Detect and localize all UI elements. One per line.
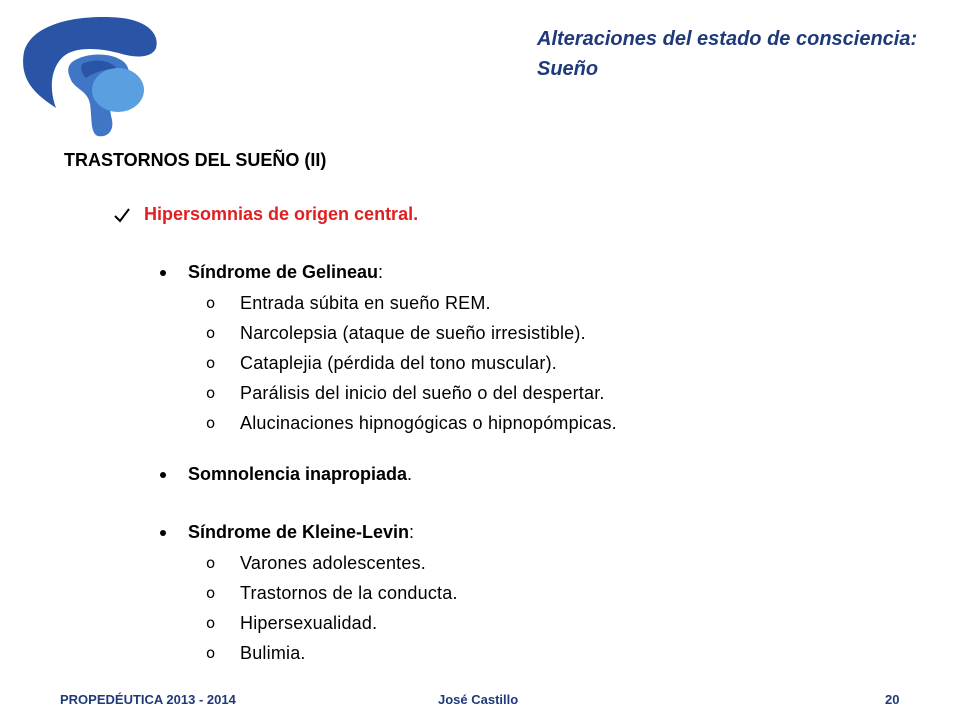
brain-logo-icon xyxy=(12,12,162,142)
sub-list-kleine-levin xyxy=(206,548,458,668)
circle-bullet-icon: o xyxy=(206,584,216,602)
list-item xyxy=(206,578,458,608)
footer-author: José Castillo xyxy=(438,692,519,707)
list-item xyxy=(206,548,458,578)
footer-page-number: 20 xyxy=(885,692,900,707)
bullet-suffix: : xyxy=(378,262,384,282)
footer-course: PROPEDÉUTICA 2013 - 2014 xyxy=(60,692,236,707)
sub-item-text: Varones adolescentes. xyxy=(240,552,426,573)
checkmark-icon xyxy=(112,205,132,225)
bullet-dot-icon xyxy=(160,472,166,478)
list-item xyxy=(206,318,617,348)
bullet-item-kleine-levin xyxy=(160,522,414,543)
bullet-suffix: : xyxy=(409,522,415,542)
circle-bullet-icon: o xyxy=(206,644,216,662)
circle-bullet-icon: o xyxy=(206,294,216,312)
header-title-line-1: Alteraciones del estado de consciencia: xyxy=(537,28,918,50)
sub-item-text: Bulimia. xyxy=(240,642,306,663)
check-item xyxy=(112,204,418,225)
sub-item-text: Alucinaciones hipnogógicas o hipnopómpicas. xyxy=(240,412,617,433)
bullet-dot-icon xyxy=(160,270,166,276)
bullet-label: Síndrome de Kleine-Levin xyxy=(188,522,410,542)
sub-item-text: Entrada súbita en sueño REM. xyxy=(240,292,491,313)
circle-bullet-icon: o xyxy=(206,384,216,402)
bullet-suffix: . xyxy=(407,464,413,484)
bullet-label: Somnolencia inapropiada xyxy=(188,464,408,484)
circle-bullet-icon: o xyxy=(206,614,216,632)
list-item xyxy=(206,378,617,408)
header-title-line-2: Sueño xyxy=(537,58,599,80)
circle-bullet-icon: o xyxy=(206,554,216,572)
section-title: TRASTORNOS DEL SUEÑO (II) xyxy=(64,150,327,170)
list-item xyxy=(206,288,617,318)
sub-item-text: Trastornos de la conducta. xyxy=(240,582,458,603)
sub-item-text: Hipersexualidad. xyxy=(240,612,378,633)
sub-item-text: Narcolepsia (ataque de sueño irresistible). xyxy=(240,322,586,343)
bullet-label: Síndrome de Gelineau xyxy=(188,262,379,282)
slide-header-title xyxy=(537,24,947,84)
list-item xyxy=(206,608,458,638)
bullet-dot-icon xyxy=(160,530,166,536)
sub-list-gelineau xyxy=(206,288,617,438)
bullet-item-gelineau xyxy=(160,262,383,283)
circle-bullet-icon: o xyxy=(206,414,216,432)
sub-item-text: Cataplejia (pérdida del tono muscular). xyxy=(240,352,557,373)
bullet-item-somnolencia xyxy=(160,464,412,485)
check-item-label: Hipersomnias de origen central. xyxy=(144,204,419,224)
sub-item-text: Parálisis del inicio del sueño o del despertar. xyxy=(240,382,605,403)
list-item xyxy=(206,638,458,668)
list-item xyxy=(206,408,617,438)
list-item xyxy=(206,348,617,378)
circle-bullet-icon: o xyxy=(206,324,216,342)
circle-bullet-icon: o xyxy=(206,354,216,372)
